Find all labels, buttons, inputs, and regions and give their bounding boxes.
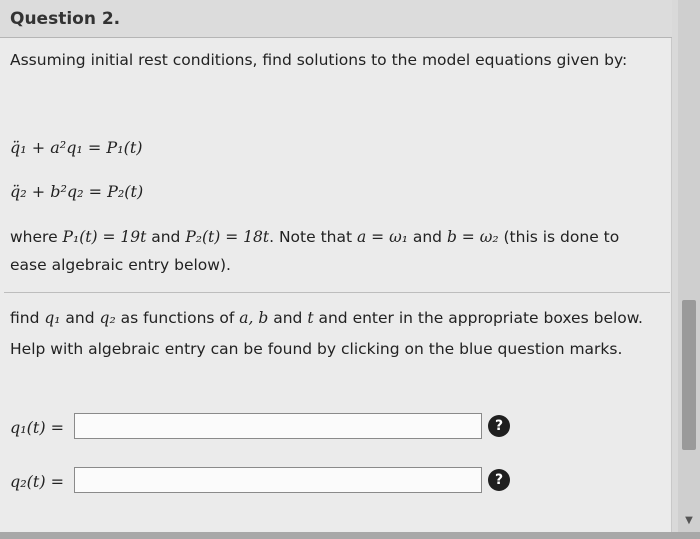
where-text-part: . Note that [269, 228, 357, 246]
q1-help-icon[interactable]: ? [488, 415, 510, 437]
instructions-text [10, 303, 660, 365]
equation-2: q̈₂ + b²q₂ = P₂(t) [10, 182, 144, 201]
where-text-part: (this is done to ease algebraic entry below). [10, 228, 620, 274]
p2-definition: P₂(t) = 18t [185, 228, 270, 246]
q2-help-icon[interactable]: ? [488, 469, 510, 491]
q1-answer-input[interactable] [74, 413, 482, 439]
section-divider [4, 292, 670, 293]
vertical-scrollbar[interactable] [678, 0, 700, 532]
intro-text: Assuming initial rest conditions, find solutions to the model equations given by: [10, 51, 628, 69]
bottom-edge [0, 532, 700, 539]
a-definition: a = ω₁ [356, 228, 408, 246]
where-text-part: where [10, 228, 63, 246]
q1-symbol: q₁ [44, 309, 61, 327]
variables-symbol: a, b [239, 309, 269, 327]
q2-answer-input[interactable] [74, 467, 482, 493]
where-text-part: and [146, 228, 186, 246]
instructions-part: and [60, 309, 100, 327]
q2-symbol: q₂ [99, 309, 116, 327]
instructions-part: as functions of [115, 309, 240, 327]
instructions-part: find [10, 309, 45, 327]
t-symbol: t [307, 309, 314, 327]
q1-label: q₁(t) = [10, 418, 65, 437]
question-header [0, 0, 672, 38]
question-title: Question 2. [10, 9, 121, 29]
scrollbar-thumb[interactable] [682, 300, 696, 450]
b-definition: b = ω₂ [446, 228, 499, 246]
scroll-down-arrow-icon[interactable]: ▼ [685, 515, 693, 526]
equation-1: q̈₁ + a²q₁ = P₁(t) [10, 138, 143, 157]
q2-label: q₂(t) = [10, 472, 65, 491]
where-text [10, 223, 660, 279]
instructions-part: and [268, 309, 308, 327]
instructions-part: and enter in the appropriate boxes below. Help with algebraic entry can be found by clicking on the blue question marks. [10, 309, 643, 358]
where-text-part: and [407, 228, 447, 246]
p1-definition: P₁(t) = 19t [62, 228, 147, 246]
